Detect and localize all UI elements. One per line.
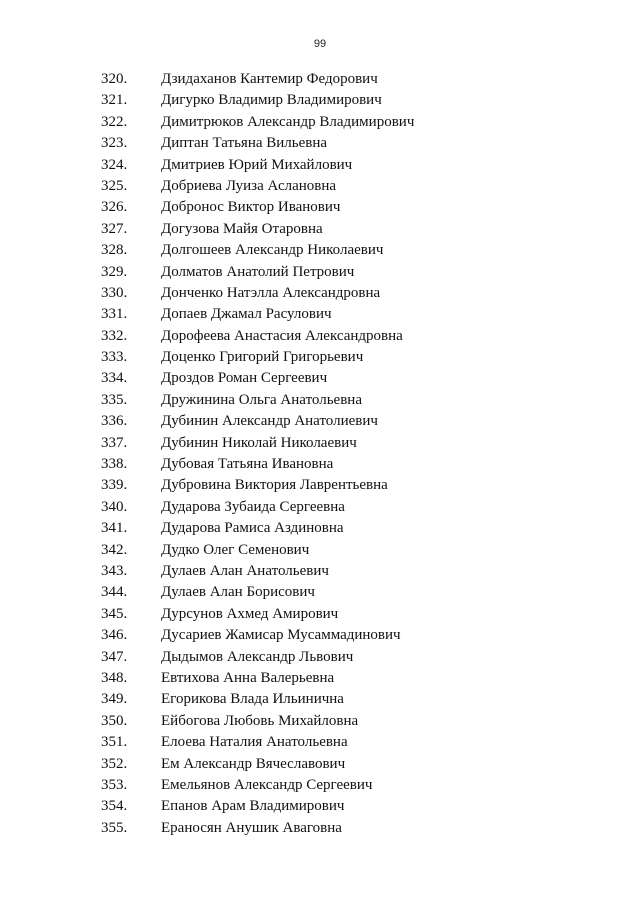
entry-name: Дыдымов Александр Львович <box>161 648 354 665</box>
entry-number: 339. <box>101 477 128 494</box>
entry-number: 326. <box>101 199 128 216</box>
entry-name: Ераносян Анушик Аваговна <box>161 819 342 836</box>
list-item <box>0 368 640 389</box>
entry-number: 331. <box>101 306 128 323</box>
entry-name: Доценко Григорий Григорьевич <box>161 349 364 366</box>
list-item <box>0 775 640 796</box>
entry-number: 323. <box>101 135 128 152</box>
list-item <box>0 219 640 240</box>
entry-number: 352. <box>101 755 128 772</box>
entry-number: 335. <box>101 391 128 408</box>
entry-name: Дурсунов Ахмед Амирович <box>161 605 339 622</box>
entry-number: 350. <box>101 712 128 729</box>
list-item <box>0 475 640 496</box>
entry-number: 340. <box>101 498 128 515</box>
list-item <box>0 240 640 261</box>
entry-name: Дмитриев Юрий Михайлович <box>161 156 353 173</box>
list-item <box>0 497 640 518</box>
entry-name: Евтихова Анна Валерьевна <box>161 669 335 686</box>
entry-number: 344. <box>101 584 128 601</box>
entry-number: 345. <box>101 605 128 622</box>
entry-name: Дзидаханов Кантемир Федорович <box>161 71 378 87</box>
entry-name: Добриева Луиза Аслановна <box>161 177 337 194</box>
entry-name: Дудко Олег Семенович <box>161 541 310 558</box>
entry-name: Димитрюков Александр Владимирович <box>161 113 415 130</box>
list-item <box>0 796 640 817</box>
list-item <box>0 176 640 197</box>
entry-number: 355. <box>101 819 128 836</box>
entry-number: 325. <box>101 177 128 194</box>
list-item <box>0 304 640 325</box>
entry-name: Диптан Татьяна Вильевна <box>161 135 328 152</box>
entry-name: Дулаев Алан Анатольевич <box>161 562 329 579</box>
entry-number: 341. <box>101 520 128 537</box>
entry-number: 348. <box>101 669 128 686</box>
entry-name: Емельянов Александр Сергеевич <box>161 776 373 793</box>
entry-number: 347. <box>101 648 128 665</box>
list-item <box>0 454 640 475</box>
list-item <box>0 326 640 347</box>
list-item <box>0 197 640 218</box>
list-item <box>0 540 640 561</box>
entry-name: Дударова Рамиса Аздиновна <box>161 520 344 537</box>
list-item <box>0 347 640 368</box>
entry-number: 337. <box>101 434 128 451</box>
entry-name: Дружинина Ольга Анатольевна <box>161 391 362 408</box>
list-item <box>0 262 640 283</box>
list-item <box>0 604 640 625</box>
entry-number: 329. <box>101 263 128 280</box>
entry-number: 327. <box>101 220 128 237</box>
list-item <box>0 818 640 839</box>
entry-number: 320. <box>101 71 128 87</box>
entry-number: 351. <box>101 734 128 751</box>
entry-name: Допаев Джамал Расулович <box>161 306 332 323</box>
entry-name: Дорофеева Анастасия Александровна <box>161 327 403 344</box>
list-item <box>0 754 640 775</box>
list-item <box>0 433 640 454</box>
entry-number: 349. <box>101 691 128 708</box>
entry-number: 338. <box>101 456 128 473</box>
list-item <box>0 518 640 539</box>
list-item <box>0 69 640 90</box>
list-item <box>0 582 640 603</box>
entry-name: Епанов Арам Владимирович <box>161 798 345 815</box>
entry-number: 334. <box>101 370 128 387</box>
entry-name: Долгошеев Александр Николаевич <box>161 242 384 259</box>
entry-name: Добронос Виктор Иванович <box>161 199 341 216</box>
entry-name: Долматов Анатолий Петрович <box>161 263 355 280</box>
entry-number: 322. <box>101 113 128 130</box>
entry-number: 324. <box>101 156 128 173</box>
list-item <box>0 390 640 411</box>
list-item <box>0 732 640 753</box>
entry-number: 354. <box>101 798 128 815</box>
entry-number: 333. <box>101 349 128 366</box>
list-item <box>0 668 640 689</box>
list-item <box>0 647 640 668</box>
entry-name: Дубинин Николай Николаевич <box>161 434 357 451</box>
entry-name: Догузова Майя Отаровна <box>161 220 323 237</box>
list-item <box>0 112 640 133</box>
list-item <box>0 711 640 732</box>
entry-name: Дроздов Роман Сергеевич <box>161 370 328 387</box>
list-item <box>0 133 640 154</box>
page-number: 99 <box>313 38 327 50</box>
list-item <box>0 689 640 710</box>
entry-number: 346. <box>101 627 128 644</box>
entry-number: 330. <box>101 284 128 301</box>
entry-number: 321. <box>101 92 128 109</box>
entry-name: Дубровина Виктория Лаврентьевна <box>161 477 388 494</box>
entry-name: Дулаев Алан Борисович <box>161 584 315 601</box>
entry-name: Дударова Зубаида Сергеевна <box>161 498 345 515</box>
entry-number: 343. <box>101 562 128 579</box>
entry-name: Егорикова Влада Ильинична <box>161 691 344 708</box>
list-item <box>0 561 640 582</box>
entry-number: 332. <box>101 327 128 344</box>
list-item <box>0 625 640 646</box>
entry-name: Дубинин Александр Анатолиевич <box>161 413 378 430</box>
name-list <box>0 69 640 839</box>
entry-number: 342. <box>101 541 128 558</box>
entry-name: Дубовая Татьяна Ивановна <box>161 456 334 473</box>
entry-name: Ейбогова Любовь Михайловна <box>161 712 359 729</box>
list-item <box>0 90 640 111</box>
entry-name: Дигурко Владимир Владимирович <box>161 92 382 109</box>
entry-number: 336. <box>101 413 128 430</box>
list-item <box>0 155 640 176</box>
entry-name: Донченко Натэлла Александровна <box>161 284 381 301</box>
entry-name: Елоева Наталия Анатольевна <box>161 734 348 751</box>
entry-number: 328. <box>101 242 128 259</box>
entry-name: Дусариев Жамисар Мусаммадинович <box>161 627 401 644</box>
list-item <box>0 283 640 304</box>
entry-number: 353. <box>101 776 128 793</box>
list-item <box>0 411 640 432</box>
entry-name: Ем Александр Вячеславович <box>161 755 346 772</box>
